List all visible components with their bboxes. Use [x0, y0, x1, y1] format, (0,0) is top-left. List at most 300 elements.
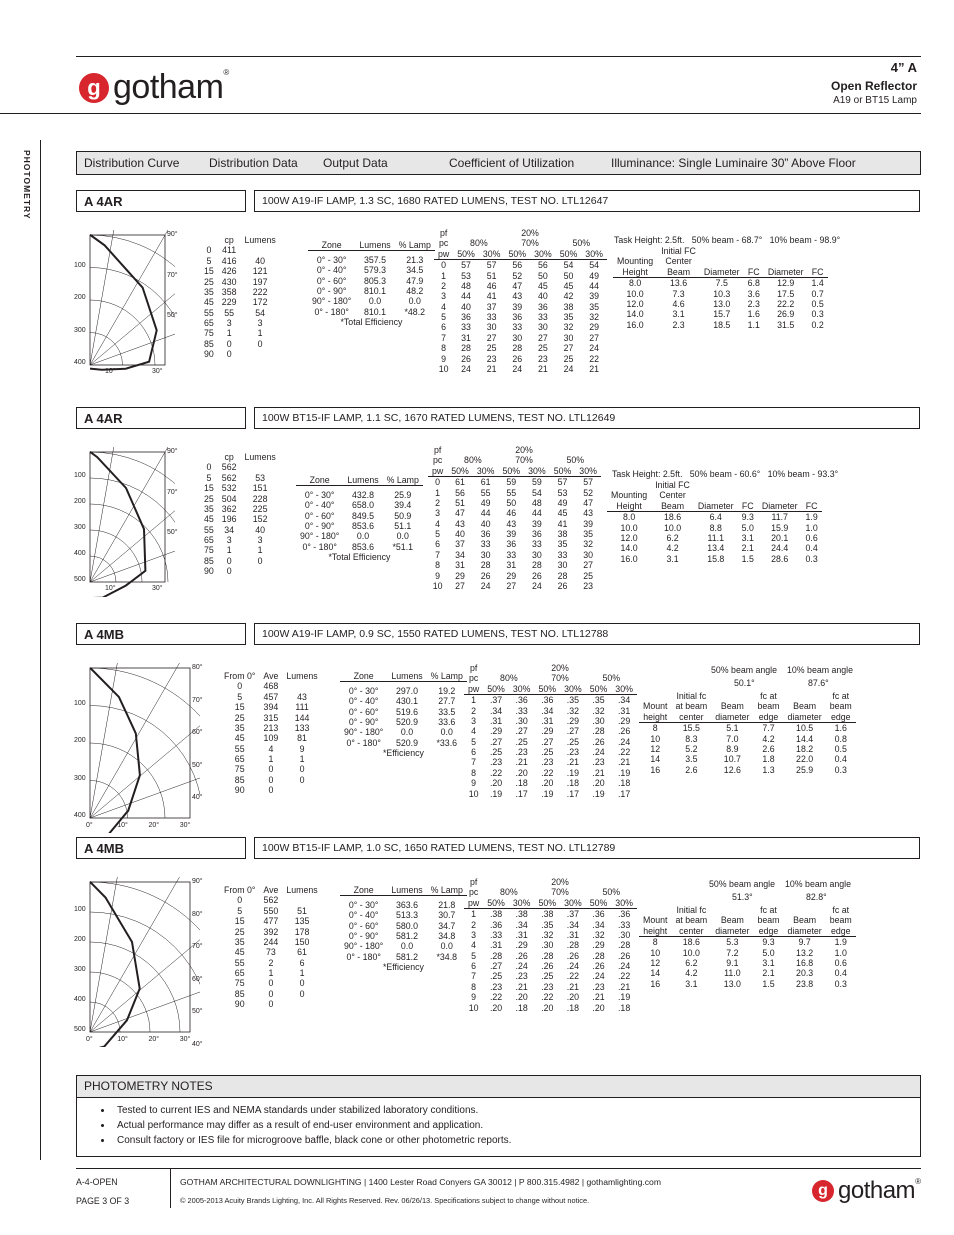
illuminance-row-cell: 8.3 — [685, 733, 698, 744]
distribution-row-cell: 228 — [252, 493, 268, 504]
illuminance-header-cell: center — [671, 926, 711, 937]
illuminance-row — [607, 512, 822, 523]
cu-pc-value: 50% — [602, 673, 621, 684]
output-row — [296, 490, 423, 500]
distribution-row-cell: 45 — [204, 297, 214, 308]
distribution-row-cell: 85 — [204, 338, 214, 349]
cu-row — [434, 302, 607, 312]
cu-pw-cell: 50% — [550, 466, 576, 477]
output-row-cell: 0° - 30° — [348, 685, 379, 696]
distribution-data-table — [200, 452, 280, 577]
output-row-cell: 849.5 — [351, 510, 374, 521]
section-description: 100W A19-IF LAMP, 0.9 SC, 1550 RATED LUMENS, TEST NO. LTL12788 — [254, 623, 920, 645]
output-row-cell: *48.2 — [404, 306, 426, 317]
distribution-row-cell: 54 — [255, 307, 266, 318]
cu-row-cell: 36 — [506, 539, 517, 550]
illuminance-header-cell: FC — [802, 501, 822, 512]
cu-row-cell: 46 — [506, 508, 517, 519]
distribution-row-cell: 75 — [234, 764, 245, 775]
footer-logo: g gotham® — [812, 1177, 920, 1205]
distribution-row — [200, 494, 280, 504]
illuminance-row-cell: 1.9 — [805, 512, 818, 523]
distribution-row — [200, 535, 280, 545]
illuminance-row — [607, 523, 822, 533]
illuminance-row-cell: 2.1 — [762, 968, 775, 979]
cu-pw-row — [428, 466, 601, 477]
cu-row-cell: .34 — [617, 695, 631, 706]
curve-radius-label: 200 — [74, 498, 86, 505]
output-row-cell: 0° - 180° — [302, 541, 337, 552]
distribution-row-cell: 35 — [204, 503, 214, 514]
cu-row-cell: 40 — [537, 291, 548, 302]
distribution-row — [200, 545, 280, 555]
cu-row — [434, 281, 607, 291]
distribution-row-cell: 457 — [263, 691, 279, 702]
distribution-header-cell: cp — [224, 235, 234, 245]
distribution-row-cell: 426 — [221, 266, 237, 277]
output-row-cell: 363.6 — [395, 899, 418, 910]
cu-row-cell: 39 — [506, 529, 517, 539]
distribution-row-cell: 55 — [224, 307, 235, 318]
cu-row-cell: .22 — [617, 971, 631, 982]
cu-row-cell: 56 — [537, 260, 548, 271]
cu-pw-cell: 30% — [560, 684, 586, 695]
cu-row-cell: .29 — [617, 715, 631, 726]
cu-row-cell: .30 — [592, 715, 605, 726]
illuminance-row-cell: 14.0 — [620, 543, 638, 554]
illuminance-header-cell — [784, 691, 826, 701]
illuminance-row-cell: 8.0 — [628, 278, 642, 289]
illuminance-header-cell — [700, 256, 744, 266]
cu-row-cell: .17 — [617, 788, 631, 799]
illuminance-row-cell: 16.0 — [626, 319, 644, 330]
cu-row-cell: 30 — [480, 549, 491, 560]
cu-row-cell: 46 — [486, 280, 497, 291]
cu-row-cell: 30 — [537, 322, 548, 333]
distribution-header-cell: From 0° — [224, 885, 256, 895]
cu-row-cell: 3 — [441, 291, 447, 302]
output-row-cell: 519.6 — [395, 706, 418, 717]
cu-row — [464, 716, 637, 726]
cu-pw-cell: 30% — [560, 898, 586, 909]
illuminance-row-cell: 10.3 — [713, 288, 731, 299]
illuminance-header-cell: edge — [753, 926, 783, 937]
output-header-cell: Zone — [308, 240, 355, 251]
illuminance-row-cell: 25.9 — [796, 764, 814, 775]
illuminance-header-row — [639, 701, 856, 711]
cu-row-cell: .36 — [592, 909, 605, 920]
illuminance-10-angle: 82.8° — [806, 892, 827, 902]
distribution-row — [220, 744, 322, 754]
cu-row-cell: .25 — [566, 736, 579, 747]
illuminance-row-cell: 12 — [650, 743, 661, 754]
curve-grid-ray — [90, 298, 175, 365]
curve-grid-ray — [90, 673, 200, 818]
illuminance-header-cell: beam — [829, 915, 852, 926]
curve-grid-ray — [90, 230, 175, 365]
cu-pw-cell: 30% — [611, 684, 637, 695]
distribution-row-cell: 133 — [294, 722, 310, 733]
cu-row-cell: 57 — [486, 260, 497, 271]
cu-row-cell: 36 — [461, 312, 471, 322]
output-header-cell: % Lamp — [427, 885, 467, 896]
distribution-header-cell: cp — [224, 452, 234, 462]
distribution-row — [200, 339, 280, 349]
output-row-cell: 0.0 — [440, 941, 453, 952]
cu-row — [434, 312, 607, 322]
cu-row-cell: 27 — [455, 580, 465, 591]
illuminance-row-cell: 0.2 — [811, 319, 824, 330]
curve-grid-ring — [90, 912, 200, 1032]
distribution-row-cell: 35 — [234, 722, 245, 733]
cu-pc-row — [464, 887, 637, 897]
cu-row-cell: 7 — [471, 971, 477, 982]
cu-row-cell: .20 — [515, 767, 528, 778]
distribution-row — [220, 947, 322, 957]
cu-row-cell: .19 — [489, 788, 503, 799]
cu-row-cell: .19 — [617, 767, 631, 778]
illuminance-row-cell: 2.3 — [747, 298, 760, 309]
footer-company: GOTHAM ARCHITECTURAL DOWNLIGHTING | 1400 Lester Road Conyers GA 30012 | P 800.315.4982 | gothamlighting.com — [180, 1177, 661, 1187]
output-row-cell: 19.2 — [438, 685, 456, 696]
cu-pc-value: 50% — [602, 887, 621, 898]
illuminance-row-cell: 1.0 — [805, 522, 818, 533]
cu-row-cell: 26 — [480, 570, 491, 581]
cu-row-cell: 40 — [455, 529, 465, 539]
curve-angle-label: 60° — [192, 975, 203, 983]
output-row — [340, 900, 467, 910]
output-header-row — [308, 240, 435, 251]
distribution-row-cell: 55 — [204, 524, 214, 535]
cu-row-cell: 41 — [486, 291, 497, 302]
cu-row-cell: 25 — [583, 570, 593, 581]
cu-row-cell: .23 — [489, 757, 503, 768]
distribution-row-cell: 477 — [263, 916, 279, 927]
cu-row-cell: .29 — [592, 940, 605, 951]
output-row-cell: 581.2 — [395, 951, 418, 962]
illuminance-header-row — [639, 926, 856, 937]
cu-row-cell: 27 — [563, 343, 574, 354]
distribution-row — [200, 245, 280, 255]
output-header-cell: Zone — [340, 671, 387, 682]
cu-row-cell: 32 — [563, 322, 574, 333]
cu-pc-value: 50% — [566, 455, 585, 466]
cu-row-cell: .26 — [566, 950, 579, 961]
cu-pw-cell: pw — [464, 898, 483, 909]
illuminance-header-cell: Initial FC — [655, 480, 690, 490]
cu-row-cell: .24 — [617, 961, 631, 971]
cu-row-cell: .22 — [541, 767, 554, 778]
illuminance-header-cell: diameter — [711, 926, 753, 937]
illuminance-header-row — [639, 915, 856, 925]
distribution-row — [200, 256, 280, 266]
cu-row-cell: 54 — [563, 260, 574, 271]
illuminance-row-cell: 13.6 — [670, 278, 688, 289]
illuminance-row-cell: 0.4 — [834, 754, 847, 765]
cu-pw-cell: 50% — [586, 684, 612, 695]
curve-radius-label: 100 — [74, 261, 86, 269]
cu-row-cell: .34 — [541, 705, 554, 716]
cu-row-cell: 54 — [589, 260, 599, 271]
spacer-cell — [200, 452, 218, 462]
output-row — [296, 500, 423, 510]
cu-pf-label: pf — [469, 663, 478, 673]
distribution-row-cell: 85 — [204, 555, 214, 566]
cu-row-cell: 5 — [435, 529, 441, 539]
curve-angle-label: 40° — [192, 1041, 203, 1049]
output-row-cell: 0° - 40° — [348, 696, 379, 707]
illuminance-row-cell: 2.1 — [741, 543, 754, 554]
cu-row-cell: 52 — [583, 487, 593, 498]
distribution-row-cell: 392 — [263, 926, 279, 937]
cu-row-cell: 51 — [455, 497, 465, 508]
cu-row-cell: 37 — [486, 301, 497, 312]
illuminance-row-cell: 18.2 — [796, 743, 814, 754]
illuminance-50-angle: 50.1° — [734, 678, 755, 688]
distribution-row-cell — [282, 785, 321, 795]
illuminance-row-cell: 12.6 — [723, 764, 741, 775]
cu-row — [464, 726, 637, 736]
cu-row — [428, 477, 601, 488]
illuminance-row-cell: 1.1 — [747, 319, 760, 330]
illuminance-row-cell: 3.1 — [666, 553, 679, 564]
illuminance-header-row — [607, 501, 822, 512]
illuminance-row-cell: 5.3 — [726, 937, 739, 948]
cu-row-cell: 27 — [583, 560, 593, 571]
curve-radius-label: 400 — [74, 359, 86, 366]
distribution-row — [200, 483, 280, 493]
cu-row-cell: 6 — [471, 961, 477, 971]
output-data-table — [308, 240, 435, 328]
cu-pc-row — [428, 455, 601, 465]
candela-curve — [90, 235, 157, 370]
distribution-row-cell — [240, 462, 279, 472]
curve-radius-label: 500 — [74, 1026, 86, 1033]
distribution-row-cell: 53 — [255, 472, 266, 483]
output-row-cell: 0° - 40° — [348, 910, 379, 921]
cu-row-cell: .37 — [566, 909, 579, 920]
section-label: A 4MB — [76, 623, 246, 645]
output-data-table — [340, 671, 467, 759]
output-row-cell: 0° - 30° — [348, 899, 379, 910]
cu-row-cell: .23 — [541, 981, 554, 992]
output-row — [308, 265, 435, 275]
cu-row-cell: .27 — [489, 961, 503, 971]
cu-row-cell: 31 — [506, 560, 517, 571]
curve-grid-ray — [90, 230, 124, 365]
distribution-row — [220, 999, 322, 1009]
illuminance-header-cell — [711, 905, 753, 915]
cu-row-cell: 28 — [512, 343, 523, 354]
distribution-row-cell: 5 — [206, 472, 212, 483]
illuminance-row — [639, 968, 856, 978]
illuminance-task-line: Task Height: 2.5ft. 50% beam - 68.7° 10% beam - 98.9° — [614, 235, 841, 245]
curve-angle-label: 70° — [167, 271, 178, 279]
curve-angle-label: 90° — [167, 231, 178, 238]
cu-pf-row — [428, 445, 601, 455]
illuminance-header-cell: Beam — [657, 267, 700, 278]
illuminance-header-cell: Beam — [720, 915, 744, 926]
footer-divider — [170, 1168, 171, 1208]
cu-row — [464, 961, 637, 971]
cu-row-cell: 53 — [461, 270, 471, 281]
cu-row-cell: .22 — [489, 992, 503, 1003]
cu-row-cell: .19 — [541, 788, 554, 799]
cu-pw-cell: 50% — [483, 898, 509, 909]
output-row-cell: 520.9 — [395, 737, 418, 748]
output-row-cell: 658.0 — [351, 500, 374, 511]
illuminance-header-cell: height — [639, 712, 671, 723]
illuminance-10-label: 10% beam angle — [785, 879, 852, 889]
distribution-row-cell: 15 — [204, 266, 214, 277]
cu-pc-row — [464, 673, 637, 683]
cu-row-cell: .26 — [592, 736, 605, 747]
cu-row-cell: .34 — [592, 919, 605, 930]
illuminance-row-cell: 4.2 — [762, 733, 775, 744]
illuminance-row-cell: 1.5 — [762, 978, 775, 989]
illuminance-header-cell — [744, 256, 764, 266]
curve-grid-ray — [90, 741, 200, 818]
cu-row-cell: .31 — [515, 929, 528, 940]
cu-pf-row — [434, 228, 607, 238]
illuminance-row-cell: 0.3 — [834, 764, 847, 775]
cu-row-cell: 22 — [589, 353, 599, 364]
cu-row-cell: 47 — [583, 497, 593, 508]
illuminance-50-label: 50% beam angle — [709, 879, 776, 889]
cu-pf-row — [464, 663, 637, 673]
cu-row — [464, 778, 637, 788]
cu-row-cell: .32 — [566, 705, 579, 716]
illuminance-row-cell: 15.9 — [771, 522, 789, 533]
illuminance-row-cell: 3.5 — [685, 754, 698, 765]
cu-row-cell: .34 — [515, 919, 528, 930]
cu-row-cell: 24 — [563, 363, 574, 374]
curve-frame — [90, 668, 190, 818]
cu-row-cell: 44 — [480, 508, 491, 519]
distribution-row-cell: 3 — [226, 318, 232, 328]
cu-row-cell: 55 — [506, 487, 517, 498]
cu-row-cell: 36 — [512, 312, 523, 322]
cu-row-cell: .28 — [541, 950, 554, 961]
illuminance-header-cell: Diameter — [694, 501, 738, 512]
cu-row — [428, 508, 601, 518]
cu-row-cell: 10 — [438, 363, 449, 374]
illuminance-row-cell: 22.2 — [777, 298, 795, 309]
distribution-header-cell: Ave — [263, 885, 279, 895]
illuminance-row-cell: 20.3 — [796, 968, 814, 979]
cu-row-cell: .24 — [515, 961, 528, 971]
candela-curve — [90, 882, 140, 1047]
distribution-row-cell: 45 — [234, 947, 245, 958]
cu-row-cell: 21 — [537, 363, 548, 374]
cu-row-cell: .26 — [541, 961, 554, 971]
illuminance-row-cell: 24.4 — [771, 543, 789, 554]
distribution-row — [200, 525, 280, 535]
cu-row-cell: .28 — [566, 940, 579, 951]
illuminance-header-cell: fc at — [832, 691, 850, 701]
tab-distribution-data: Distribution Data — [209, 156, 298, 170]
illuminance-row-cell: 1.4 — [811, 278, 824, 289]
cu-pw-cell: 50% — [534, 684, 560, 695]
distribution-row-cell: 225 — [252, 503, 268, 514]
cu-row-cell: 8 — [441, 343, 447, 354]
distribution-data-table — [200, 235, 280, 360]
curve-grid-ring — [90, 235, 175, 365]
cu-row-cell: 2 — [441, 280, 447, 291]
distribution-row — [220, 937, 322, 947]
distribution-row-cell: 1 — [226, 328, 232, 339]
cu-row — [428, 560, 601, 570]
distribution-row-cell: 25 — [204, 276, 214, 287]
illuminance-row — [639, 765, 856, 775]
cu-row-cell: .24 — [592, 971, 605, 982]
cu-row-cell: 2 — [435, 497, 441, 508]
curve-angle-label: 70° — [192, 943, 203, 951]
output-row-cell: *33.6 — [436, 737, 458, 748]
distribution-row-cell: 81 — [297, 733, 307, 744]
distribution-header-row — [200, 235, 280, 245]
cu-row-cell: .19 — [592, 788, 605, 799]
cu-row-cell: 4 — [435, 518, 441, 529]
cu-row-cell: .30 — [541, 940, 554, 951]
illuminance-header-cell: diameter — [711, 712, 753, 723]
tab-illuminance: Illuminance: Single Luminaire 30” Above Floor — [611, 156, 856, 170]
cu-row-cell: .25 — [489, 971, 503, 982]
illuminance-row-cell: 23.8 — [796, 978, 814, 989]
distribution-row — [200, 277, 280, 287]
illuminance-row-cell: 4.6 — [672, 298, 685, 309]
illuminance-row-cell: 10.0 — [664, 522, 682, 533]
section-tabs — [76, 151, 921, 175]
illuminance-header-cell: FC — [738, 501, 758, 512]
cu-row-cell: .21 — [515, 757, 528, 768]
illuminance-row-cell: 1.5 — [741, 553, 754, 564]
cu-row-cell: 47 — [512, 280, 523, 291]
distribution-row — [200, 473, 280, 483]
distribution-row — [220, 895, 322, 905]
cu-pc-value: 80% — [464, 455, 482, 466]
cu-pw-cell: 50% — [504, 249, 530, 260]
distribution-data-table — [220, 671, 322, 796]
distribution-row-cell: 109 — [263, 733, 279, 744]
illuminance-row-cell: 10.0 — [620, 522, 638, 533]
cu-row-cell: .21 — [592, 767, 605, 778]
cu-row — [464, 768, 637, 778]
output-row — [296, 542, 423, 552]
cu-pf-row — [464, 877, 637, 887]
output-row-cell: 430.1 — [395, 696, 418, 707]
illuminance-header-row — [613, 246, 828, 256]
illuminance-row — [607, 533, 822, 543]
cu-row-cell: 25 — [486, 343, 497, 354]
output-row-cell: 580.0 — [395, 920, 418, 931]
output-row-cell: *51.1 — [392, 541, 414, 552]
distribution-row-cell: 152 — [252, 514, 268, 525]
cu-row-cell: 32 — [589, 312, 599, 322]
illuminance-row-cell: 9.3 — [762, 937, 775, 948]
distribution-row-cell: 562 — [263, 895, 279, 906]
distribution-row-cell — [240, 566, 279, 576]
cu-row-cell: 38 — [557, 529, 568, 539]
output-row — [308, 307, 435, 317]
cu-row-cell: 57 — [583, 477, 593, 488]
cu-table — [428, 445, 601, 591]
cu-row — [464, 747, 637, 757]
output-row — [308, 296, 435, 306]
curve-radius-label: 100 — [74, 699, 86, 707]
output-row-cell: 0.0 — [400, 727, 414, 738]
distribution-row-cell: 0 — [299, 988, 305, 999]
